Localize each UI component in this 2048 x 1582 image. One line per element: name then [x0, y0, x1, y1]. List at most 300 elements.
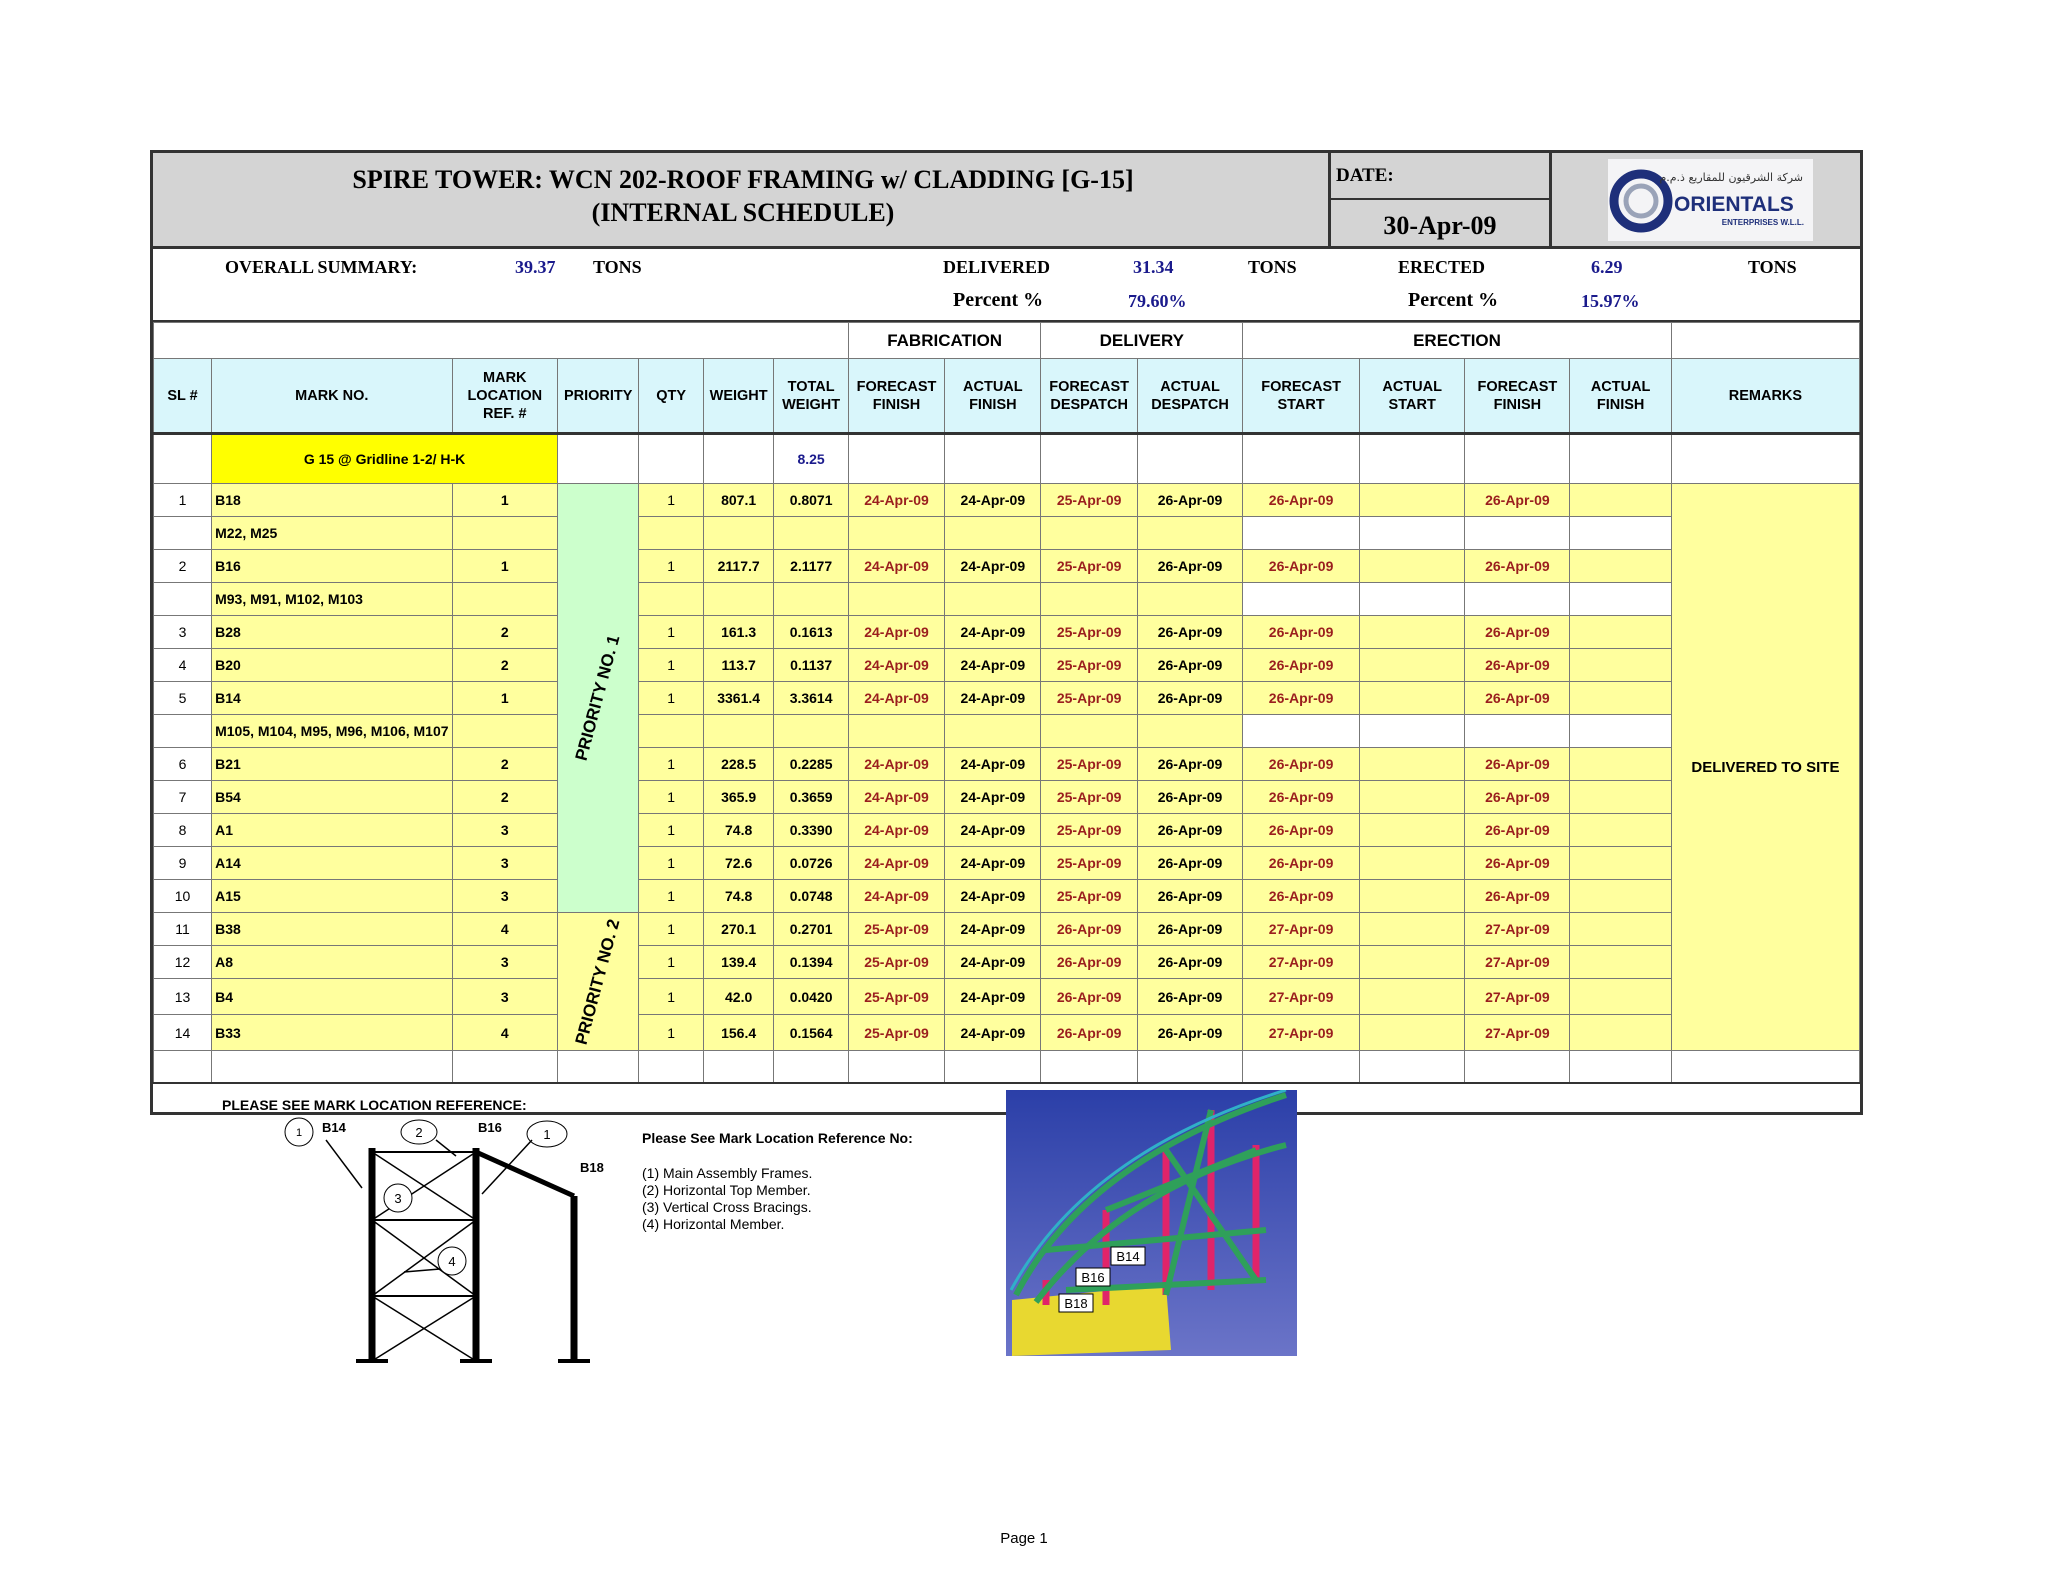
- erect-actual-start-cell: [1360, 517, 1465, 550]
- erect-forecast-finish-cell: 27-Apr-09: [1465, 1015, 1570, 1051]
- group-header-row: [154, 323, 1860, 359]
- total-weight-cell: 0.0748: [774, 880, 848, 913]
- erect-actual-start-cell: [1360, 979, 1465, 1015]
- table-row: [154, 616, 1860, 649]
- structure-3d-view: [1006, 1090, 1297, 1356]
- table-row: [154, 1015, 1860, 1051]
- weight-cell: 2117.7: [703, 550, 774, 583]
- qty-cell: 1: [639, 847, 703, 880]
- sl-cell: [154, 583, 212, 616]
- fab-actual-cell: 24-Apr-09: [945, 847, 1041, 880]
- table-row: [154, 715, 1860, 748]
- erect-actual-finish-cell: [1570, 748, 1671, 781]
- sl-cell: 11: [154, 913, 212, 946]
- reference-item: (3) Vertical Cross Bracings.: [642, 1199, 812, 1215]
- fab-actual-cell: 24-Apr-09: [945, 913, 1041, 946]
- erect-forecast-finish-cell: 26-Apr-09: [1465, 880, 1570, 913]
- col-fab-actual: ACTUAL FINISH: [945, 359, 1041, 434]
- fab-forecast-cell: 24-Apr-09: [848, 847, 944, 880]
- svg-text:3: 3: [394, 1191, 402, 1206]
- qty-cell: [639, 715, 703, 748]
- fab-forecast-cell: 25-Apr-09: [848, 979, 944, 1015]
- erect-actual-start-cell: [1360, 682, 1465, 715]
- location-cell: 2: [452, 748, 558, 781]
- erect-actual-finish-cell: [1570, 550, 1671, 583]
- overall-label: OVERALL SUMMARY:: [225, 257, 418, 277]
- sl-cell: 8: [154, 814, 212, 847]
- col-priority: PRIORITY: [558, 359, 639, 434]
- table-row: [154, 781, 1860, 814]
- gridline-total: 8.25: [774, 434, 848, 484]
- label-b14: B14: [322, 1120, 346, 1135]
- sl-cell: [154, 715, 212, 748]
- weight-cell: 270.1: [703, 913, 774, 946]
- table-row: [154, 583, 1860, 616]
- fab-forecast-cell: 25-Apr-09: [848, 913, 944, 946]
- svg-text:2: 2: [415, 1125, 423, 1140]
- weight-cell: 365.9: [703, 781, 774, 814]
- sl-cell: [154, 517, 212, 550]
- column-header-row: [154, 359, 1860, 434]
- del-forecast-cell: 26-Apr-09: [1041, 913, 1137, 946]
- total-weight-cell: 0.1613: [774, 616, 848, 649]
- weight-cell: 72.6: [703, 847, 774, 880]
- weight-cell: 3361.4: [703, 682, 774, 715]
- fab-forecast-cell: 24-Apr-09: [848, 880, 944, 913]
- del-forecast-cell: 25-Apr-09: [1041, 550, 1137, 583]
- mark-cell: B16: [212, 550, 452, 583]
- col-total-weight: TOTAL WEIGHT: [774, 359, 848, 434]
- erected-unit: TONS: [1748, 257, 1797, 277]
- mark-location-diagram: [220, 1096, 620, 1366]
- erect-forecast-start-cell: 26-Apr-09: [1243, 484, 1360, 517]
- erect-forecast-start-cell: [1243, 715, 1360, 748]
- sl-cell: 5: [154, 682, 212, 715]
- location-cell: 4: [452, 913, 558, 946]
- erect-actual-start-cell: [1360, 946, 1465, 979]
- del-actual-cell: [1137, 583, 1242, 616]
- svg-text:4: 4: [448, 1254, 456, 1269]
- sl-cell: 12: [154, 946, 212, 979]
- del-actual-cell: 26-Apr-09: [1137, 550, 1242, 583]
- schedule-sheet: [150, 150, 1863, 1115]
- weight-cell: 74.8: [703, 814, 774, 847]
- fab-actual-cell: 24-Apr-09: [945, 946, 1041, 979]
- col-qty: QTY: [639, 359, 703, 434]
- erect-actual-finish-cell: [1570, 979, 1671, 1015]
- location-cell: 3: [452, 880, 558, 913]
- erect-actual-start-cell: [1360, 913, 1465, 946]
- del-forecast-cell: [1041, 517, 1137, 550]
- erect-actual-finish-cell: [1570, 847, 1671, 880]
- erect-forecast-start-cell: 27-Apr-09: [1243, 946, 1360, 979]
- priority-1-cell: [558, 484, 639, 913]
- reference-item: (4) Horizontal Member.: [642, 1216, 785, 1232]
- col-weight: WEIGHT: [703, 359, 774, 434]
- blank-row: [154, 1051, 1860, 1084]
- erect-actual-finish-cell: [1570, 583, 1671, 616]
- erect-forecast-finish-cell: [1465, 715, 1570, 748]
- col-remarks: REMARKS: [1671, 359, 1859, 434]
- col-sl: SL #: [154, 359, 212, 434]
- qty-cell: 1: [639, 748, 703, 781]
- weight-cell: 113.7: [703, 649, 774, 682]
- erect-actual-start-cell: [1360, 649, 1465, 682]
- del-forecast-cell: 25-Apr-09: [1041, 649, 1137, 682]
- location-cell: 3: [452, 946, 558, 979]
- erected-percent: 15.97%: [1581, 291, 1640, 311]
- erect-forecast-finish-cell: 27-Apr-09: [1465, 979, 1570, 1015]
- table-row: [154, 550, 1860, 583]
- erect-forecast-finish-cell: [1465, 583, 1570, 616]
- fab-actual-cell: [945, 583, 1041, 616]
- erect-actual-start-cell: [1360, 880, 1465, 913]
- del-actual-cell: 26-Apr-09: [1137, 781, 1242, 814]
- total-weight-cell: 0.8071: [774, 484, 848, 517]
- erect-forecast-start-cell: [1243, 517, 1360, 550]
- mark-cell: M105, M104, M95, M96, M106, M107: [212, 715, 452, 748]
- qty-cell: 1: [639, 1015, 703, 1051]
- title-bar: [153, 153, 1860, 249]
- total-weight-cell: [774, 715, 848, 748]
- erect-forecast-finish-cell: 26-Apr-09: [1465, 748, 1570, 781]
- fab-forecast-cell: [848, 517, 944, 550]
- total-weight-cell: 0.2701: [774, 913, 848, 946]
- erect-actual-finish-cell: [1570, 616, 1671, 649]
- total-weight-cell: 0.3390: [774, 814, 848, 847]
- qty-cell: 1: [639, 550, 703, 583]
- table-row: [154, 946, 1860, 979]
- fab-forecast-cell: 24-Apr-09: [848, 649, 944, 682]
- svg-text:1: 1: [543, 1127, 551, 1142]
- erect-forecast-start-cell: 26-Apr-09: [1243, 814, 1360, 847]
- table-row: [154, 814, 1860, 847]
- col-fab-forecast: FORECAST FINISH: [848, 359, 944, 434]
- del-forecast-cell: [1041, 583, 1137, 616]
- total-weight-cell: 0.1394: [774, 946, 848, 979]
- qty-cell: 1: [639, 781, 703, 814]
- location-cell: 1: [452, 484, 558, 517]
- fab-forecast-cell: 24-Apr-09: [848, 484, 944, 517]
- date-label: DATE:: [1336, 165, 1394, 186]
- sl-cell: 4: [154, 649, 212, 682]
- mark-cell: A14: [212, 847, 452, 880]
- overall-unit: TONS: [593, 257, 642, 277]
- qty-cell: 1: [639, 913, 703, 946]
- erect-forecast-finish-cell: 26-Apr-09: [1465, 484, 1570, 517]
- delivered-value: 31.34: [1133, 257, 1174, 277]
- date-box: [1328, 153, 1552, 246]
- total-weight-cell: 0.0726: [774, 847, 848, 880]
- fab-actual-cell: [945, 715, 1041, 748]
- del-forecast-cell: 25-Apr-09: [1041, 814, 1137, 847]
- fab-actual-cell: 24-Apr-09: [945, 814, 1041, 847]
- table-row: [154, 880, 1860, 913]
- location-cell: 2: [452, 781, 558, 814]
- erect-forecast-finish-cell: 26-Apr-09: [1465, 616, 1570, 649]
- table-row: [154, 484, 1860, 517]
- fab-actual-cell: 24-Apr-09: [945, 682, 1041, 715]
- label-b18: B18: [580, 1160, 604, 1175]
- qty-cell: 1: [639, 484, 703, 517]
- fab-actual-cell: 24-Apr-09: [945, 616, 1041, 649]
- weight-cell: 156.4: [703, 1015, 774, 1051]
- erect-actual-finish-cell: [1570, 715, 1671, 748]
- total-weight-cell: 0.1137: [774, 649, 848, 682]
- sl-cell: 9: [154, 847, 212, 880]
- mark-cell: M22, M25: [212, 517, 452, 550]
- fab-forecast-cell: 25-Apr-09: [848, 1015, 944, 1051]
- fab-actual-cell: 24-Apr-09: [945, 550, 1041, 583]
- col-erect-actual-finish: ACTUAL FINISH: [1570, 359, 1671, 434]
- qty-cell: 1: [639, 814, 703, 847]
- total-weight-cell: [774, 583, 848, 616]
- erect-actual-start-cell: [1360, 748, 1465, 781]
- fab-actual-cell: 24-Apr-09: [945, 880, 1041, 913]
- erected-value: 6.29: [1591, 257, 1623, 277]
- sheet-subtitle: (INTERNAL SCHEDULE): [591, 198, 895, 227]
- del-actual-cell: 26-Apr-09: [1137, 946, 1242, 979]
- fab-forecast-cell: 25-Apr-09: [848, 946, 944, 979]
- qty-cell: [639, 517, 703, 550]
- logo-arabic: شركة الشرقيون للمقاريع ذ.م.م: [1659, 171, 1803, 184]
- reference-caption: PLEASE SEE MARK LOCATION REFERENCE:: [222, 1097, 527, 1113]
- erect-forecast-start-cell: 26-Apr-09: [1243, 616, 1360, 649]
- col-location: MARK LOCATION REF. #: [452, 359, 558, 434]
- qty-cell: 1: [639, 946, 703, 979]
- erect-actual-finish-cell: [1570, 880, 1671, 913]
- qty-cell: 1: [639, 649, 703, 682]
- del-forecast-cell: 25-Apr-09: [1041, 847, 1137, 880]
- erect-actual-start-cell: [1360, 847, 1465, 880]
- erect-actual-finish-cell: [1570, 649, 1671, 682]
- erect-forecast-start-cell: 26-Apr-09: [1243, 781, 1360, 814]
- erect-forecast-finish-cell: 27-Apr-09: [1465, 946, 1570, 979]
- del-forecast-cell: 26-Apr-09: [1041, 946, 1137, 979]
- del-actual-cell: 26-Apr-09: [1137, 880, 1242, 913]
- weight-cell: [703, 517, 774, 550]
- erect-forecast-finish-cell: 27-Apr-09: [1465, 913, 1570, 946]
- del-forecast-cell: [1041, 715, 1137, 748]
- table-row: [154, 979, 1860, 1015]
- erected-percent-label: Percent %: [1408, 289, 1499, 311]
- del-actual-cell: 26-Apr-09: [1137, 1015, 1242, 1051]
- total-weight-cell: 0.2285: [774, 748, 848, 781]
- fab-actual-cell: 24-Apr-09: [945, 979, 1041, 1015]
- total-weight-cell: 0.1564: [774, 1015, 848, 1051]
- fab-forecast-cell: 24-Apr-09: [848, 550, 944, 583]
- mark-cell: B21: [212, 748, 452, 781]
- erect-actual-start-cell: [1360, 814, 1465, 847]
- del-actual-cell: 26-Apr-09: [1137, 649, 1242, 682]
- overall-summary: [153, 249, 1860, 322]
- svg-text:1: 1: [295, 1127, 303, 1139]
- mark-cell: B38: [212, 913, 452, 946]
- mark-cell: B14: [212, 682, 452, 715]
- location-cell: 2: [452, 616, 558, 649]
- reference-notes: [642, 1130, 913, 1233]
- location-cell: 2: [452, 649, 558, 682]
- sl-cell: 7: [154, 781, 212, 814]
- erect-actual-finish-cell: [1570, 814, 1671, 847]
- location-cell: 3: [452, 814, 558, 847]
- sl-cell: 6: [154, 748, 212, 781]
- location-cell: 1: [452, 550, 558, 583]
- mark-cell: B33: [212, 1015, 452, 1051]
- col-mark: MARK NO.: [212, 359, 452, 434]
- mark-cell: A8: [212, 946, 452, 979]
- erect-forecast-start-cell: 27-Apr-09: [1243, 913, 1360, 946]
- reference-item: (1) Main Assembly Frames.: [642, 1165, 813, 1181]
- erect-forecast-start-cell: 26-Apr-09: [1243, 847, 1360, 880]
- location-cell: [452, 583, 558, 616]
- erect-actual-start-cell: [1360, 583, 1465, 616]
- sl-cell: 1: [154, 484, 212, 517]
- erect-actual-finish-cell: [1570, 484, 1671, 517]
- del-forecast-cell: 26-Apr-09: [1041, 979, 1137, 1015]
- del-actual-cell: 26-Apr-09: [1137, 484, 1242, 517]
- del-forecast-cell: 25-Apr-09: [1041, 682, 1137, 715]
- location-cell: 1: [452, 682, 558, 715]
- fab-forecast-cell: [848, 715, 944, 748]
- del-actual-cell: [1137, 517, 1242, 550]
- erect-forecast-start-cell: 26-Apr-09: [1243, 550, 1360, 583]
- col-erect-actual-start: ACTUAL START: [1360, 359, 1465, 434]
- erect-actual-start-cell: [1360, 484, 1465, 517]
- page-number: Page 1: [1000, 1530, 1048, 1547]
- group-delivery: DELIVERY: [1041, 323, 1243, 359]
- total-weight-cell: 0.0420: [774, 979, 848, 1015]
- mark-cell: M93, M91, M102, M103: [212, 583, 452, 616]
- table-row: [154, 913, 1860, 946]
- sheet-title: SPIRE TOWER: WCN 202-ROOF FRAMING w/ CLADDING [G-15]: [352, 165, 1134, 194]
- date-value: 30-Apr-09: [1383, 211, 1497, 240]
- photo-label-b14: B14: [1116, 1249, 1140, 1264]
- fab-forecast-cell: 24-Apr-09: [848, 748, 944, 781]
- photo-label-b16: B16: [1081, 1270, 1105, 1285]
- erect-actual-start-cell: [1360, 616, 1465, 649]
- mark-cell: B54: [212, 781, 452, 814]
- del-actual-cell: 26-Apr-09: [1137, 682, 1242, 715]
- mark-cell: B4: [212, 979, 452, 1015]
- erect-forecast-start-cell: 26-Apr-09: [1243, 748, 1360, 781]
- remarks-cell: DELIVERED TO SITE: [1671, 484, 1859, 1051]
- location-cell: 3: [452, 979, 558, 1015]
- sl-cell: 13: [154, 979, 212, 1015]
- erect-actual-finish-cell: [1570, 781, 1671, 814]
- del-actual-cell: 26-Apr-09: [1137, 847, 1242, 880]
- qty-cell: 1: [639, 682, 703, 715]
- reference-heading: Please See Mark Location Reference No:: [642, 1130, 913, 1146]
- del-forecast-cell: 25-Apr-09: [1041, 616, 1137, 649]
- erect-forecast-start-cell: 26-Apr-09: [1243, 682, 1360, 715]
- gridline-label: G 15 @ Gridline 1-2/ H-K: [212, 434, 558, 484]
- erect-forecast-finish-cell: [1465, 517, 1570, 550]
- priority-2-cell: [558, 913, 639, 1051]
- col-erect-forecast-finish: FORECAST FINISH: [1465, 359, 1570, 434]
- erect-actual-finish-cell: [1570, 946, 1671, 979]
- mark-cell: A15: [212, 880, 452, 913]
- group-fabrication: FABRICATION: [848, 323, 1041, 359]
- erected-label: ERECTED: [1398, 257, 1486, 277]
- table-row: [154, 649, 1860, 682]
- location-cell: [452, 715, 558, 748]
- fab-forecast-cell: [848, 583, 944, 616]
- weight-cell: [703, 715, 774, 748]
- del-actual-cell: 26-Apr-09: [1137, 979, 1242, 1015]
- erect-actual-start-cell: [1360, 781, 1465, 814]
- erect-actual-finish-cell: [1570, 682, 1671, 715]
- mark-cell: B20: [212, 649, 452, 682]
- location-cell: 4: [452, 1015, 558, 1051]
- photo-label-b18: B18: [1064, 1296, 1088, 1311]
- del-actual-cell: 26-Apr-09: [1137, 748, 1242, 781]
- group-erection: ERECTION: [1243, 323, 1672, 359]
- weight-cell: [703, 583, 774, 616]
- erect-actual-start-cell: [1360, 550, 1465, 583]
- erect-forecast-start-cell: [1243, 583, 1360, 616]
- table-row: [154, 847, 1860, 880]
- weight-cell: 807.1: [703, 484, 774, 517]
- sl-cell: 3: [154, 616, 212, 649]
- delivered-label: DELIVERED: [943, 257, 1051, 277]
- erect-forecast-finish-cell: 26-Apr-09: [1465, 814, 1570, 847]
- del-actual-cell: 26-Apr-09: [1137, 616, 1242, 649]
- weight-cell: 42.0: [703, 979, 774, 1015]
- fab-forecast-cell: 24-Apr-09: [848, 781, 944, 814]
- delivered-percent-label: Percent %: [953, 289, 1044, 311]
- fab-actual-cell: [945, 517, 1041, 550]
- del-actual-cell: 26-Apr-09: [1137, 814, 1242, 847]
- col-erect-forecast-start: FORECAST START: [1243, 359, 1360, 434]
- table-row: [154, 517, 1860, 550]
- erect-actual-start-cell: [1360, 715, 1465, 748]
- logo-sub: ENTERPRISES W.L.L.: [1721, 218, 1804, 227]
- fab-actual-cell: 24-Apr-09: [945, 748, 1041, 781]
- del-forecast-cell: 25-Apr-09: [1041, 748, 1137, 781]
- logo-name: ORIENTALS: [1674, 193, 1794, 216]
- qty-cell: 1: [639, 616, 703, 649]
- delivered-percent: 79.60%: [1128, 291, 1187, 311]
- table-row: [154, 748, 1860, 781]
- weight-cell: 74.8: [703, 880, 774, 913]
- erect-actual-finish-cell: [1570, 1015, 1671, 1051]
- mark-cell: B18: [212, 484, 452, 517]
- erect-forecast-finish-cell: 26-Apr-09: [1465, 847, 1570, 880]
- weight-cell: 161.3: [703, 616, 774, 649]
- total-weight-cell: 2.1177: [774, 550, 848, 583]
- qty-cell: 1: [639, 979, 703, 1015]
- fab-actual-cell: 24-Apr-09: [945, 484, 1041, 517]
- delivered-unit: TONS: [1248, 257, 1297, 277]
- priority-2-label: PRIORITY NO. 2: [571, 916, 624, 1047]
- schedule-table: [153, 322, 1860, 1084]
- erect-forecast-start-cell: 27-Apr-09: [1243, 979, 1360, 1015]
- del-forecast-cell: 26-Apr-09: [1041, 1015, 1137, 1051]
- qty-cell: 1: [639, 880, 703, 913]
- del-actual-cell: 26-Apr-09: [1137, 913, 1242, 946]
- col-del-actual: ACTUAL DESPATCH: [1137, 359, 1242, 434]
- erect-forecast-start-cell: 26-Apr-09: [1243, 880, 1360, 913]
- table-row: [154, 682, 1860, 715]
- del-forecast-cell: 25-Apr-09: [1041, 484, 1137, 517]
- fab-actual-cell: 24-Apr-09: [945, 649, 1041, 682]
- erect-actual-finish-cell: [1570, 913, 1671, 946]
- erect-forecast-start-cell: 27-Apr-09: [1243, 1015, 1360, 1051]
- erect-forecast-finish-cell: 26-Apr-09: [1465, 649, 1570, 682]
- del-actual-cell: [1137, 715, 1242, 748]
- mark-cell: A1: [212, 814, 452, 847]
